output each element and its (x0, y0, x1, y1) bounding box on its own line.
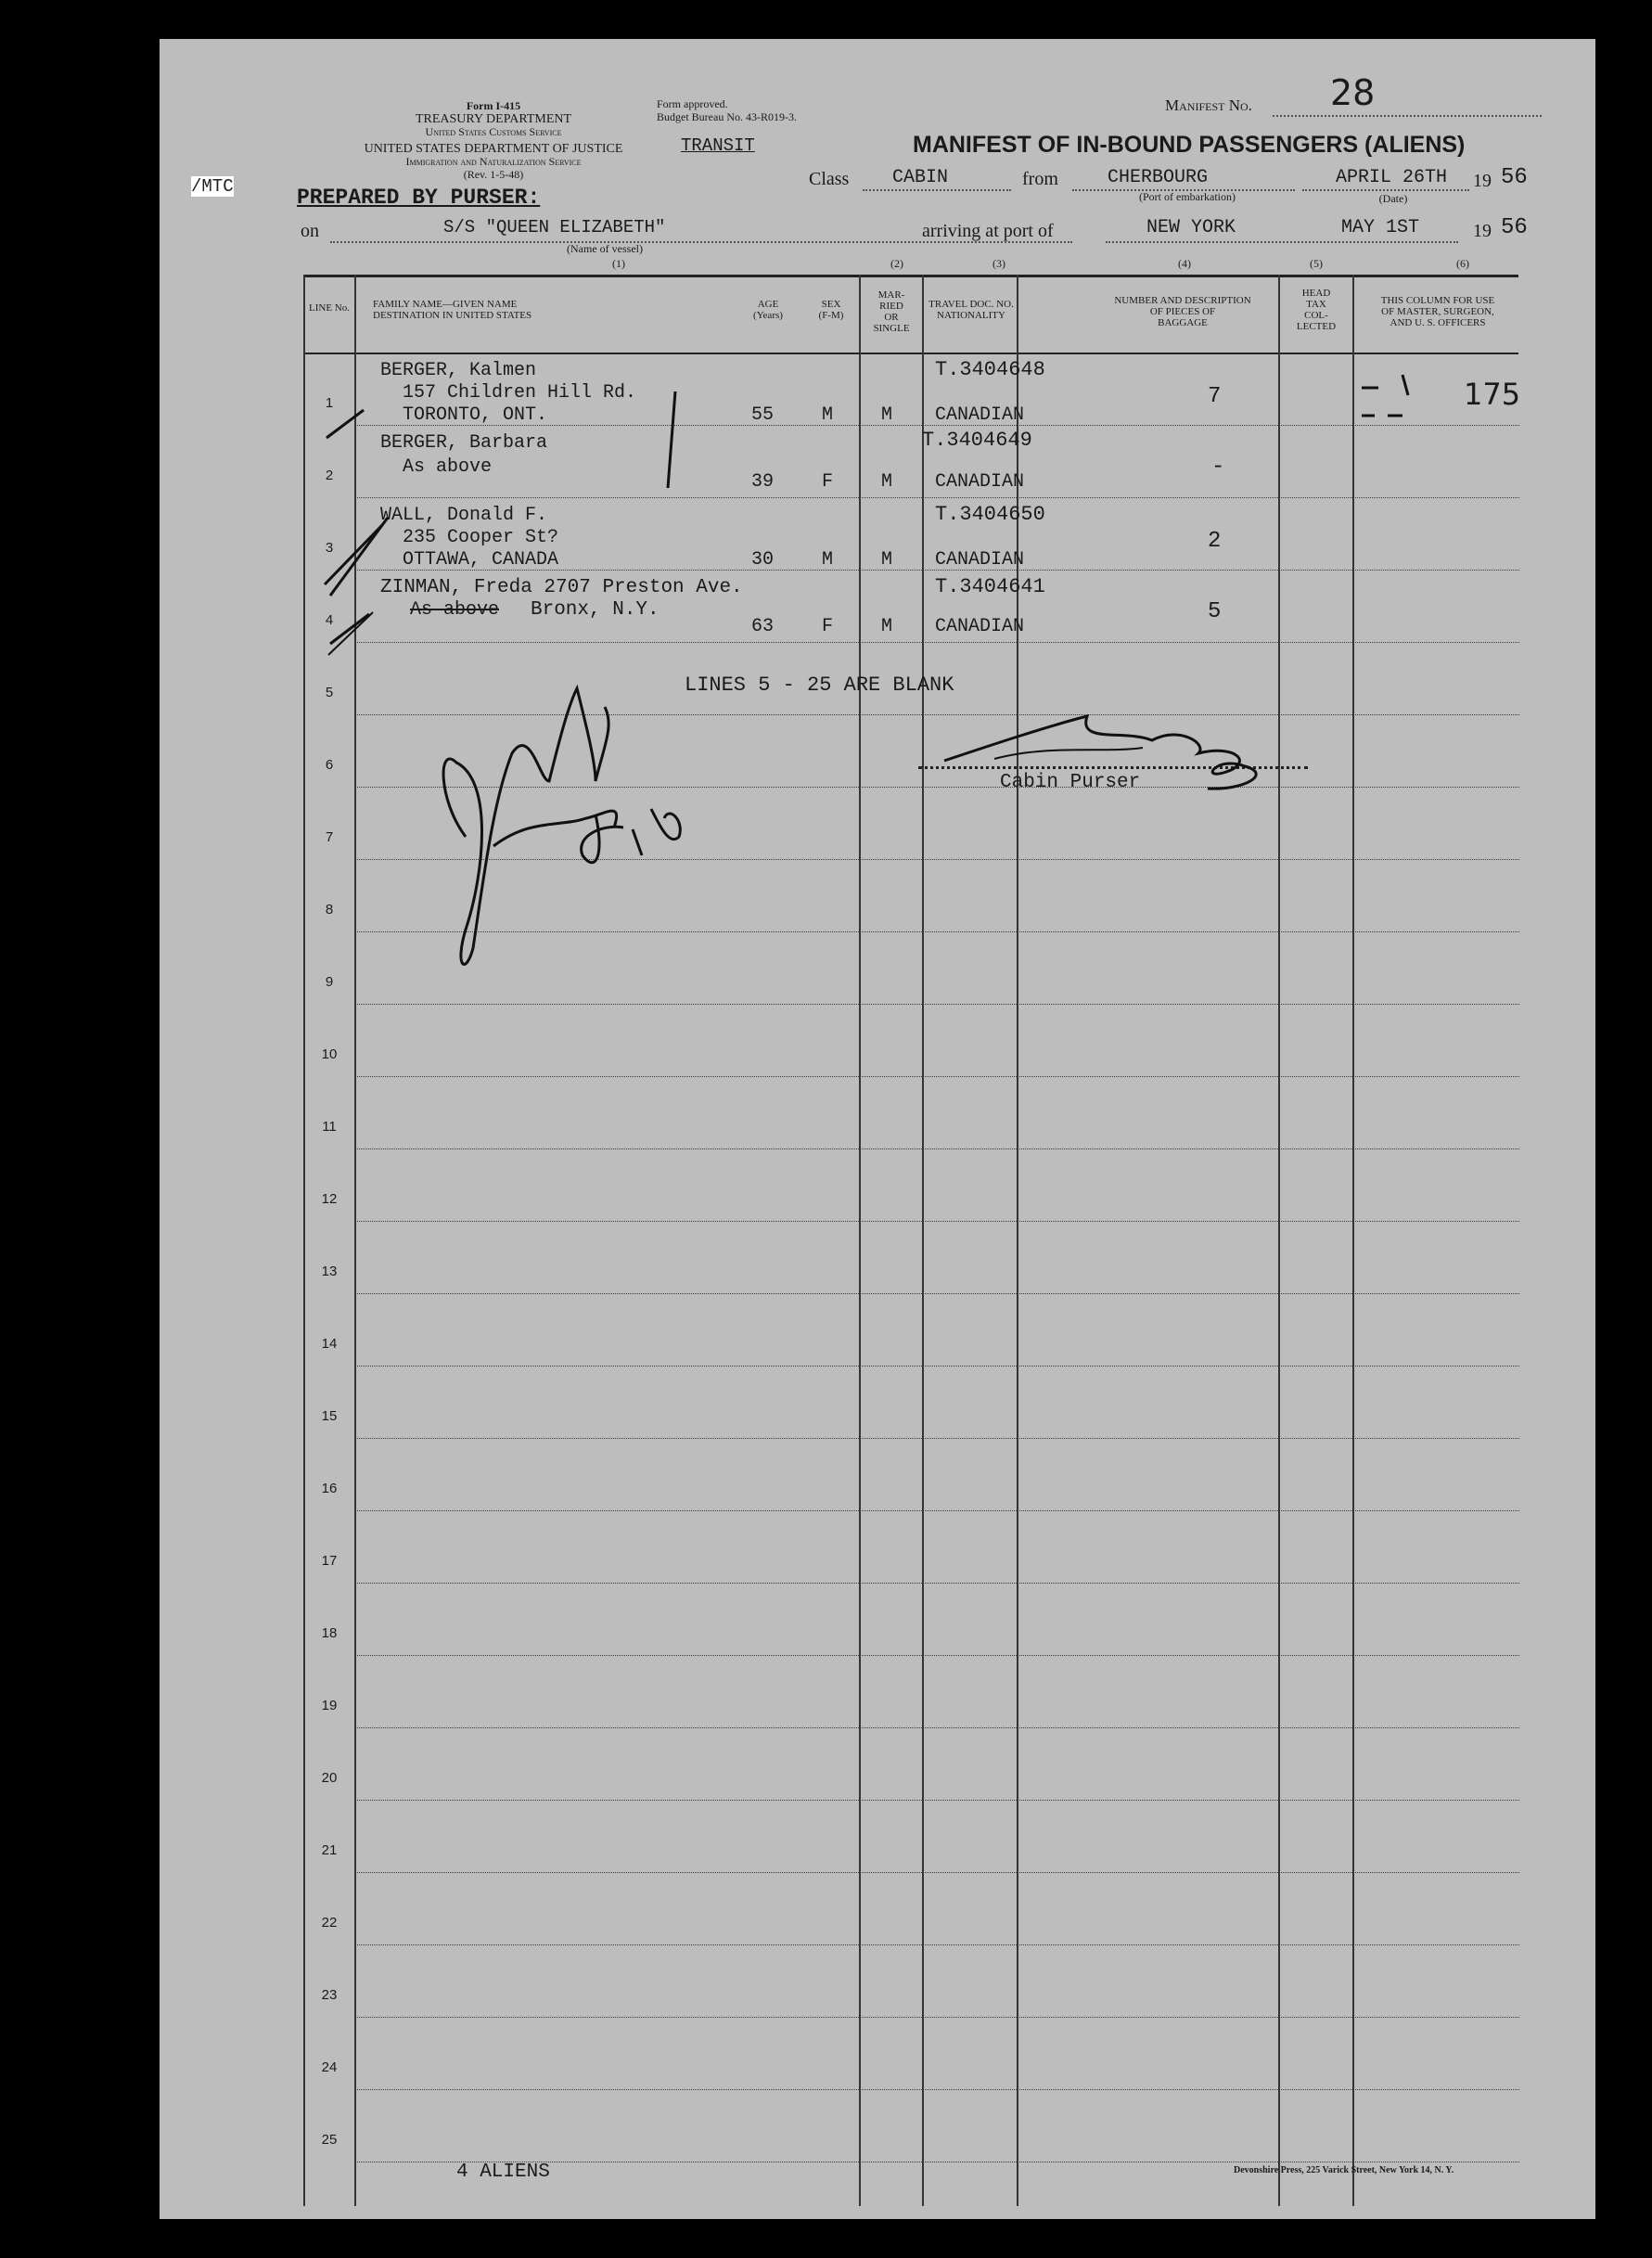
line-number: 7 (325, 829, 334, 845)
on-label: on (301, 221, 319, 241)
line-number: 16 (321, 1481, 338, 1496)
vessel-caption: (Name of vessel) (567, 242, 643, 255)
line-number: 6 (325, 757, 334, 773)
col-header-sex: SEX (F-M) (818, 299, 844, 321)
passenger-1-name: BERGER, Kalmen (380, 360, 537, 381)
passenger-3-sex: M (822, 549, 834, 571)
passenger-3-nationality: CANADIAN (935, 549, 1025, 571)
mtc-stamp: /MTC (191, 176, 234, 197)
form-approved: Form approved. (657, 97, 728, 110)
treasury-department: TREASURY DEPARTMENT (415, 112, 572, 126)
line-number: 12 (321, 1191, 338, 1207)
col-header-name: FAMILY NAME—GIVEN NAME DESTINATION IN UNITED STATES (373, 299, 532, 321)
year-prefix-2: 19 (1473, 221, 1492, 241)
passenger-1-age: 55 (751, 404, 775, 426)
passenger-2-address1: As above (403, 456, 493, 478)
passenger-3-baggage: 2 (1208, 529, 1222, 554)
line-number: 14 (321, 1336, 338, 1352)
line-number: 13 (321, 1264, 338, 1279)
date-caption: (Date) (1378, 192, 1408, 205)
passenger-3-doc: T.3404650 (935, 503, 1045, 526)
manifest-title: MANIFEST OF IN-BOUND PASSENGERS (ALIENS) (913, 132, 1466, 158)
column-number-1: (1) (612, 257, 625, 270)
passenger-4-doc: T.3404641 (935, 575, 1045, 598)
line-number: 23 (321, 1987, 338, 2003)
passenger-1-marital: M (881, 404, 893, 426)
embark-date: APRIL 26TH (1336, 167, 1448, 188)
line-number: 22 (321, 1915, 338, 1931)
transit-stamp: TRANSIT (681, 135, 755, 156)
port-of-embarkation: CHERBOURG (1108, 167, 1209, 188)
passenger-3-age: 30 (751, 549, 775, 571)
year-2: 56 (1501, 215, 1528, 240)
arriving-label: arriving at port of (922, 221, 1054, 241)
column-number-6: (6) (1456, 257, 1469, 270)
justice-department: UNITED STATES DEPARTMENT OF JUSTICE (364, 142, 623, 156)
col-header-line-no: LINE No. (309, 302, 350, 314)
col-header-officers: THIS COLUMN FOR USE OF MASTER, SURGEON, AND U. S. OFFICERS (1380, 295, 1495, 328)
year-prefix-1: 19 (1473, 171, 1492, 191)
line-number: 25 (321, 2132, 338, 2148)
passenger-4-marital: M (881, 616, 893, 637)
line-number: 11 (322, 1119, 337, 1135)
passenger-4-address2: Bronx, N.Y. (531, 599, 660, 621)
passenger-2-nationality: CANADIAN (935, 471, 1025, 493)
printer-imprint: Devonshire Press, 225 Varick Street, New York 14, N. Y. (1234, 2165, 1454, 2175)
passenger-1-nationality: CANADIAN (935, 404, 1025, 426)
manifest-no-value: 28 (1330, 72, 1376, 113)
passenger-1-sex: M (822, 404, 834, 426)
passenger-1-address1: 157 Children Hill Rd. (403, 382, 637, 404)
from-label: from (1022, 169, 1058, 189)
line-number: 9 (325, 974, 334, 990)
blank-lines-note: LINES 5 - 25 ARE BLANK (685, 674, 954, 697)
manifest-sheet (160, 39, 1595, 2219)
passenger-2-marital: M (881, 471, 893, 493)
budget-bureau: Budget Bureau No. 43-R019-3. (657, 110, 797, 123)
line-number: 19 (321, 1698, 338, 1713)
line-number: 10 (321, 1046, 338, 1062)
passenger-3-marital: M (881, 549, 893, 571)
line-number: 15 (321, 1408, 338, 1424)
class-value: CABIN (892, 167, 949, 188)
passenger-1-address2: TORONTO, ONT. (403, 404, 548, 426)
passenger-4-sex: F (822, 616, 834, 637)
col-header-head-tax: HEAD TAX COL- LECTED (1296, 288, 1337, 332)
column-number-5: (5) (1310, 257, 1323, 270)
customs-service: United States Customs Service (425, 125, 562, 138)
column-number-3: (3) (992, 257, 1005, 270)
passenger-4-nationality: CANADIAN (935, 616, 1025, 637)
passenger-2-name: BERGER, Barbara (380, 432, 548, 454)
prepared-by-purser: PREPARED BY PURSER: (297, 186, 541, 210)
line-number: 18 (321, 1625, 338, 1641)
arrival-date: MAY 1ST (1341, 217, 1420, 238)
revision: (Rev. 1-5-48) (463, 168, 524, 181)
form-number: Form I-415 (466, 99, 521, 112)
passenger-1-baggage: 7 (1208, 384, 1222, 409)
passenger-4-baggage: 5 (1208, 599, 1222, 624)
vessel-name: S/S "QUEEN ELIZABETH" (443, 217, 666, 237)
line-number: 21 (321, 1842, 338, 1858)
column-number-4: (4) (1178, 257, 1191, 270)
col-header-age: AGE (Years) (753, 299, 783, 321)
year-1: 56 (1501, 165, 1528, 190)
passenger-2-age: 39 (751, 471, 775, 493)
col-header-married: MAR- RIED OR SINGLE (873, 289, 910, 334)
port-embark-caption: (Port of embarkation) (1139, 190, 1236, 203)
column-number-2: (2) (890, 257, 903, 270)
col-header-travel-doc: TRAVEL DOC. NO. NATIONALITY (928, 299, 1014, 321)
passenger-2-doc: T.3404649 (922, 429, 1032, 452)
class-label: Class (809, 169, 850, 189)
line-number: 5 (325, 685, 334, 700)
passenger-1-officer-note: 175 (1464, 377, 1521, 412)
handwritten-marks (160, 39, 1595, 2219)
line-number: 3 (325, 540, 334, 556)
purser-caption: Cabin Purser (1000, 772, 1141, 793)
manifest-no-label: Manifest No. (1165, 96, 1252, 114)
line-number: 24 (321, 2059, 338, 2075)
passenger-4-address1: As above (410, 599, 500, 621)
passenger-3-address2: OTTAWA, CANADA (403, 549, 559, 571)
line-number: 17 (321, 1553, 338, 1569)
passenger-2-sex: F (822, 471, 834, 493)
passenger-3-name: WALL, Donald F. (380, 505, 548, 526)
passenger-1-doc: T.3404648 (935, 358, 1045, 381)
col-header-baggage: NUMBER AND DESCRIPTION OF PIECES OF BAGGAGE (1114, 295, 1251, 328)
line-number: 1 (325, 395, 334, 411)
passenger-3-address1: 235 Cooper St? (403, 527, 559, 548)
line-number: 2 (325, 468, 334, 483)
passenger-4-name: ZINMAN, Freda 2707 Preston Ave. (380, 577, 743, 598)
line-number: 20 (321, 1770, 338, 1786)
port-of-arrival: NEW YORK (1146, 217, 1236, 238)
ins-service: Immigration and Naturalization Service (405, 155, 582, 168)
line-number: 4 (325, 612, 334, 628)
passenger-2-baggage: - (1211, 455, 1225, 480)
line-number: 8 (325, 902, 334, 917)
passenger-4-age: 63 (751, 616, 775, 637)
aliens-count: 4 ALIENS (456, 2162, 550, 2183)
